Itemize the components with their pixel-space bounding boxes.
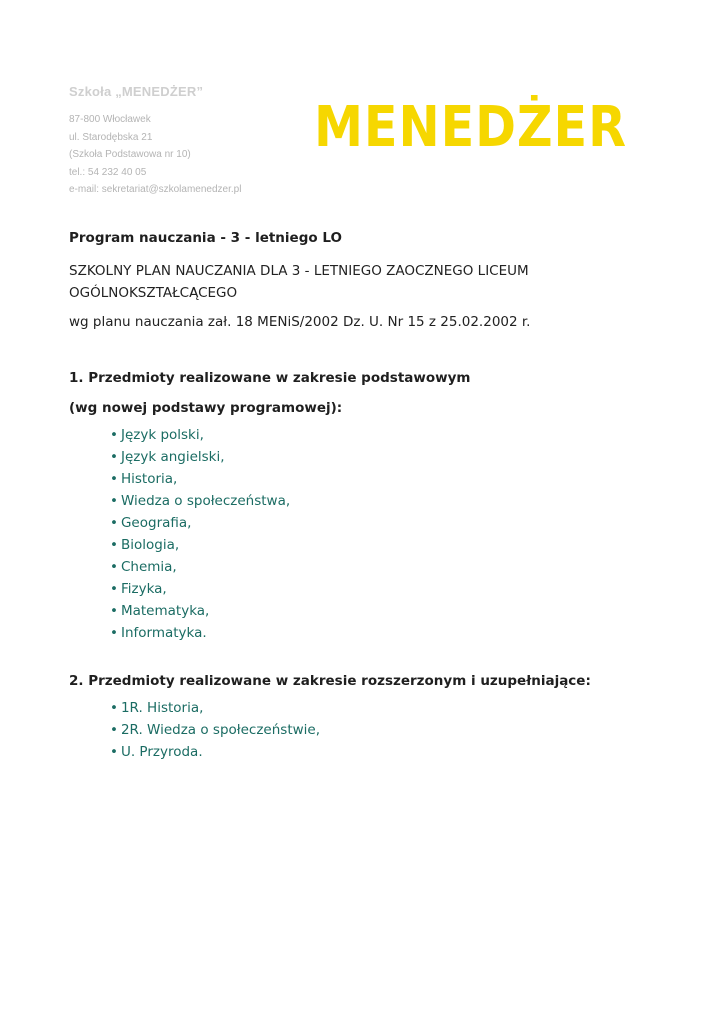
- bullet: •: [110, 559, 118, 575]
- list-item: [110, 578, 669, 600]
- school-name: Szkoła „MENEDŻER”: [69, 84, 204, 99]
- plan-title-line: SZKOLNY PLAN NAUCZANIA DLA 3 - LETNIEGO ZAOCZNEGO LICEUM: [69, 263, 529, 279]
- email-line: e-mail: sekretariat@szkolamenedzer.pl: [69, 184, 242, 195]
- program-title: Program nauczania - 3 - letniego LO: [69, 230, 342, 246]
- subject-label: Chemia,: [120, 559, 177, 575]
- subject-label: Historia,: [120, 471, 178, 487]
- bullet: •: [110, 722, 118, 738]
- bullet: •: [110, 449, 118, 465]
- section-1-subheading: (wg nowej podstawy programowej):: [69, 400, 343, 416]
- bullet: •: [110, 537, 118, 553]
- bullet: •: [110, 625, 118, 641]
- list-item: [110, 697, 669, 719]
- list-item: [110, 490, 669, 512]
- bullet: •: [110, 515, 118, 531]
- plan-title: [69, 260, 669, 304]
- subject-label: Matematyka,: [120, 603, 210, 619]
- extended-subjects-list: [69, 697, 669, 763]
- list-item: [110, 468, 669, 490]
- subject-label: 1R. Historia,: [120, 700, 204, 716]
- document-body: [69, 230, 669, 763]
- menedzer-logo: MENEDŻER: [314, 95, 627, 160]
- list-item: [110, 446, 669, 468]
- list-item: [110, 719, 669, 741]
- section-1-heading: 1. Przedmioty realizowane w zakresie podstawowym: [69, 370, 471, 386]
- bullet: •: [110, 493, 118, 509]
- subject-label: 2R. Wiedza o społeczeństwie,: [120, 722, 321, 738]
- list-item: [110, 600, 669, 622]
- subject-label: Język angielski,: [120, 449, 225, 465]
- list-item: [110, 741, 669, 763]
- address-line: (Szkoła Podstawowa nr 10): [69, 149, 191, 160]
- school-address: [69, 111, 241, 199]
- list-item: [110, 534, 669, 556]
- list-item: [110, 424, 669, 446]
- basic-subjects-list: [69, 424, 669, 644]
- address-line: 87-800 Włocławek: [69, 114, 151, 125]
- bullet: •: [110, 744, 118, 760]
- subject-label: Geografia,: [120, 515, 192, 531]
- bullet: •: [110, 581, 118, 597]
- subject-label: U. Przyroda.: [120, 744, 203, 760]
- subject-label: Wiedza o społeczeństwa,: [120, 493, 291, 509]
- plan-title-line: OGÓLNOKSZTAŁCĄCEGO: [69, 285, 238, 301]
- subject-label: Biologia,: [120, 537, 180, 553]
- address-line: ul. Starodębska 21: [69, 131, 153, 143]
- list-item: [110, 556, 669, 578]
- list-item: [110, 622, 669, 644]
- section-2-heading: 2. Przedmioty realizowane w zakresie rozszerzonym i uzupełniające:: [69, 673, 591, 689]
- bullet: •: [110, 471, 118, 487]
- plan-basis: wg planu nauczania zał. 18 MENiS/2002 Dz. U. Nr 15 z 25.02.2002 r.: [69, 314, 531, 330]
- bullet: •: [110, 603, 118, 619]
- phone-line: tel.: 54 232 40 05: [69, 166, 147, 178]
- list-item: [110, 512, 669, 534]
- bullet: •: [110, 700, 118, 716]
- subject-label: Język polski,: [120, 427, 204, 443]
- subject-label: Fizyka,: [120, 581, 167, 597]
- bullet: •: [110, 427, 118, 443]
- subject-label: Informatyka.: [120, 625, 207, 641]
